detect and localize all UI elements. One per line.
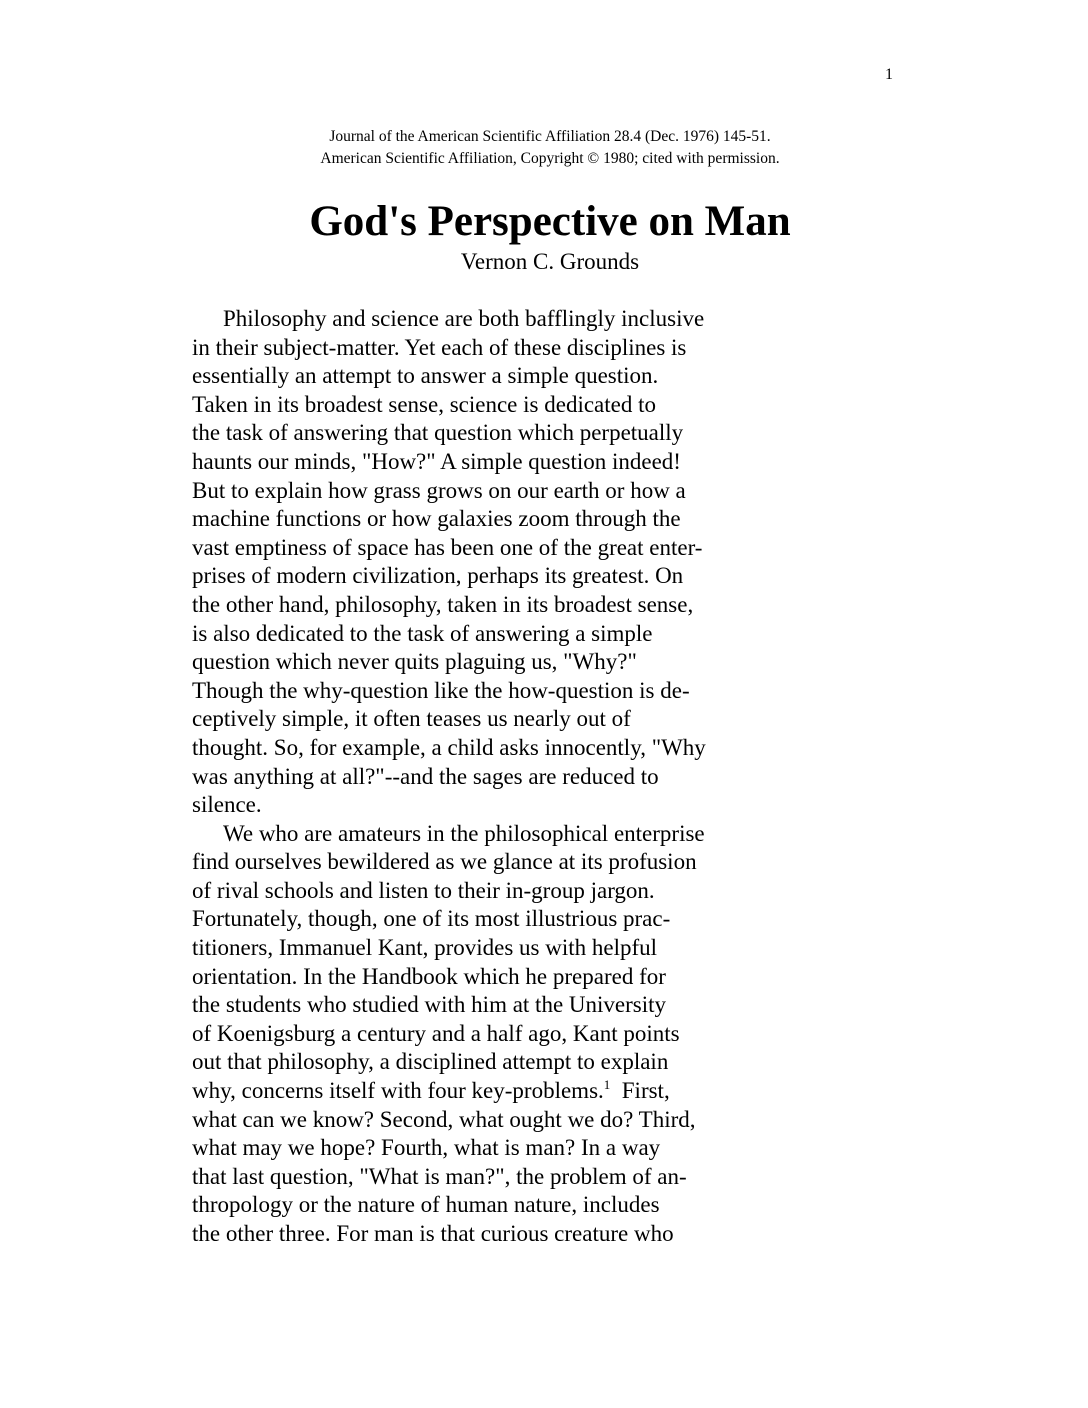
body-line-text: First, (610, 1078, 670, 1104)
body-line: find ourselves bewildered as we glance at its profusion (192, 849, 697, 875)
body-line: Though the why-question like the how-question is de- (192, 677, 690, 703)
body-line: vast emptiness of space has been one of the great enter- (192, 534, 703, 560)
body-line: question which never quits plaguing us, "Why?" (192, 649, 637, 675)
page-number: 1 (885, 66, 893, 83)
body-line-text: why, concerns itself with four key-problems. (192, 1078, 604, 1104)
body-line: what may we hope? Fourth, what is man? In a way (192, 1135, 661, 1161)
body-line: the students who studied with him at the University (192, 992, 667, 1018)
body-line: machine functions or how galaxies zoom through the (192, 506, 681, 532)
body-line: out that philosophy, a disciplined attempt to explain (192, 1049, 669, 1075)
body-line: is also dedicated to the task of answering a simple (192, 620, 653, 646)
body-line: what can we know? Second, what ought we do? Third, (192, 1106, 696, 1132)
body-line: thought. So, for example, a child asks innocently, "Why (192, 734, 706, 760)
body-line: prises of modern civilization, perhaps its greatest. On (192, 563, 684, 589)
body-line: Fortunately, though, one of its most illustrious prac- (192, 906, 671, 932)
body-line: was anything at all?"--and the sages are reduced to (192, 763, 659, 789)
body-line: haunts our minds, "How?" A simple question indeed! (192, 448, 681, 474)
citation-line: American Scientific Affiliation, Copyright © 1980; cited with permission. (320, 150, 780, 167)
body-line: the task of answering that question which perpetually (192, 420, 684, 446)
body-line: essentially an attempt to answer a simple question. (192, 363, 659, 389)
body-line: that last question, "What is man?", the problem of an- (192, 1163, 687, 1189)
body-line: thropology or the nature of human nature, includes (192, 1192, 660, 1218)
body-line: of Koenigsburg a century and a half ago, Kant points (192, 1020, 680, 1046)
citation (160, 126, 940, 170)
article-author: Vernon C. Grounds (460, 249, 640, 274)
body-line: in their subject-matter. Yet each of these disciplines is (192, 334, 687, 360)
body-line: ceptively simple, it often teases us nearly out of (192, 706, 631, 732)
footnote-reference: 1 (603, 1077, 611, 1093)
body-line: silence. (192, 792, 262, 818)
body-line: orientation. In the Handbook which he prepared for (192, 963, 666, 989)
body-line (192, 1077, 792, 1106)
body-line: Taken in its broadest sense, science is dedicated to (192, 391, 656, 417)
article-title: God's Perspective on Man (309, 198, 791, 245)
body-line: the other three. For man is that curious creature who (192, 1221, 674, 1246)
body-line: of rival schools and listen to their in-group jargon. (192, 877, 655, 903)
body-line: We who are amateurs in the philosophical enterprise (223, 820, 705, 846)
body-line: But to explain how grass grows on our earth or how a (192, 477, 686, 503)
body-line: Philosophy and science are both bafflingly inclusive (223, 306, 705, 331)
citation-line: Journal of the American Scientific Affiliation 28.4 (Dec. 1976) 145-51. (329, 128, 771, 145)
body-line: titioners, Immanuel Kant, provides us with helpful (192, 935, 658, 961)
body-line: the other hand, philosophy, taken in its broadest sense, (192, 591, 694, 617)
article-body (192, 305, 792, 1249)
